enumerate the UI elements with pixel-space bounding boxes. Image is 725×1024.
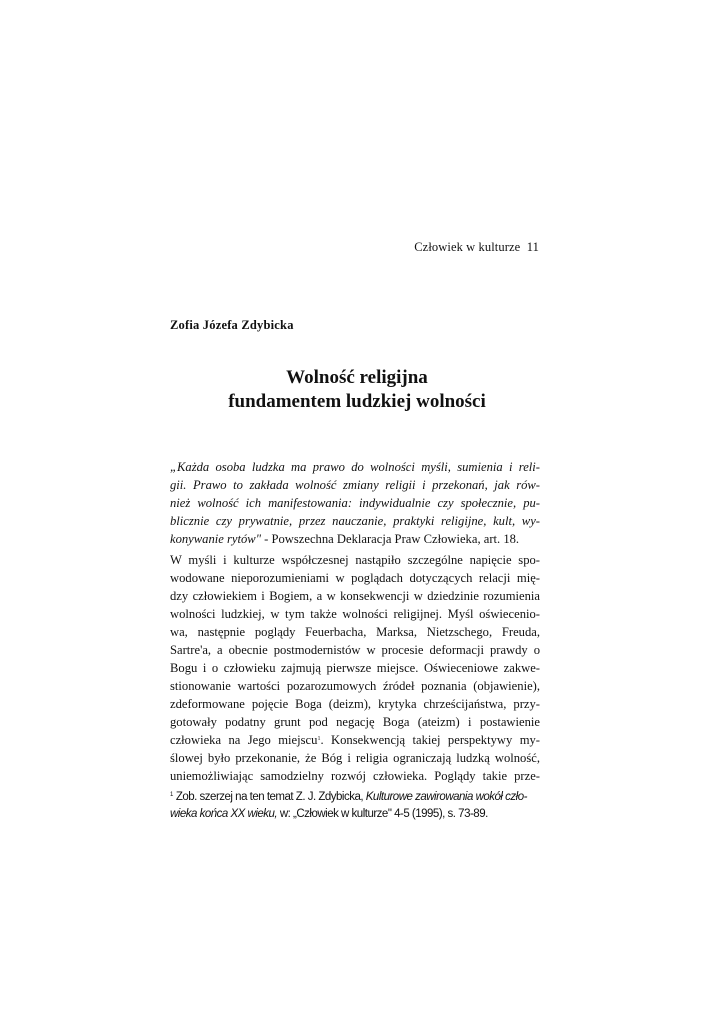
body-line: wa, następnie poglądy Feuerbacha, Marksa, Nietzschego, Freuda, xyxy=(170,625,540,639)
body-line xyxy=(170,731,540,749)
footnote-book-title: Kulturowe zawirowania wokół czło- xyxy=(365,791,527,803)
footnote xyxy=(170,789,540,823)
body-line: W myśli i kulturze współczesnej nastąpiło szczególne napięcie spo- xyxy=(170,553,540,567)
body-line: uniemożliwiając samodzielny rozwój człowieka. Poglądy takie prze- xyxy=(170,769,540,783)
footnote-text: w: „Człowiek w kulturze" 4-5 (1995), s. 73-89. xyxy=(277,808,488,820)
article-title xyxy=(170,366,544,414)
footnote-reference[interactable]: 1 xyxy=(317,736,321,742)
running-title: Człowiek w kulturze xyxy=(414,240,521,254)
body-line: dzy człowiekiem i Bogiem, a w konsekwencji w dziedzinie rozumienia xyxy=(170,589,540,603)
body-line: stionowanie wartości pozarozumowych źródeł poznania (objawienie), xyxy=(170,679,540,693)
body-text-segment: człowieka na Jego miejscu xyxy=(170,733,318,747)
motto-line: blicznie czy prywatnie, przez nauczanie, praktyki religijne, kult, wy- xyxy=(170,514,540,528)
footnote-text: Zob. szerzej na ten temat Z. J. Zdybicka, xyxy=(175,791,366,803)
footnote-book-title: wieka końca XX wieku, xyxy=(170,808,278,820)
title-line: Wolność religijna xyxy=(286,367,428,388)
body-line: zdeformowane pojęcie Boga (deizm), krytyka chrześcijaństwa, przy- xyxy=(170,697,540,711)
body-paragraph xyxy=(170,551,540,785)
page-number: 11 xyxy=(526,240,539,254)
body-line: ślowej było przekonanie, że Bóg i religia ograniczają ludzką wolność, xyxy=(170,751,540,765)
body-text-segment: . Konsekwencją takiej perspektywy my- xyxy=(320,733,540,747)
body-line: wodowane nieporozumieniami w poglądach dotyczących relacji mię- xyxy=(170,571,540,585)
footnote-line xyxy=(170,806,540,823)
body-line: wolności ludzkiej, w tym także wolności religijnej. Myśl oświecenio- xyxy=(170,607,540,621)
running-head xyxy=(414,240,539,255)
motto-source: - Powszechna Deklaracja Praw Człowieka, art. 18. xyxy=(264,532,520,546)
motto-line: nież wolność ich manifestowania: indywidualnie czy społecznie, pu- xyxy=(170,496,540,510)
footnote-line xyxy=(170,789,540,806)
title-line: fundamentem ludzkiej wolności xyxy=(228,391,486,412)
motto xyxy=(170,458,540,548)
motto-quote-end: konywanie rytów" xyxy=(170,532,265,546)
body-line: gotowały podatny grunt pod negację Boga (ateizm) i postawienie xyxy=(170,715,540,729)
body-line: Bogu i o człowieku zajmują pierwsze miejsce. Oświeceniowe zakwe- xyxy=(170,661,540,675)
motto-line: „Każda osoba ludzka ma prawo do wolności myśli, sumienia i reli- xyxy=(170,460,540,474)
motto-line xyxy=(170,530,540,548)
author-name: Zofia Józefa Zdybicka xyxy=(170,318,294,332)
body-line: Sartre'a, a obecnie postmodernistów w procesie deformacji prawdy o xyxy=(170,643,540,657)
footnote-marker: 1 xyxy=(170,792,173,798)
motto-line: gii. Prawo to zakłada wolność zmiany religii i przekonań, jak rów- xyxy=(170,478,540,492)
